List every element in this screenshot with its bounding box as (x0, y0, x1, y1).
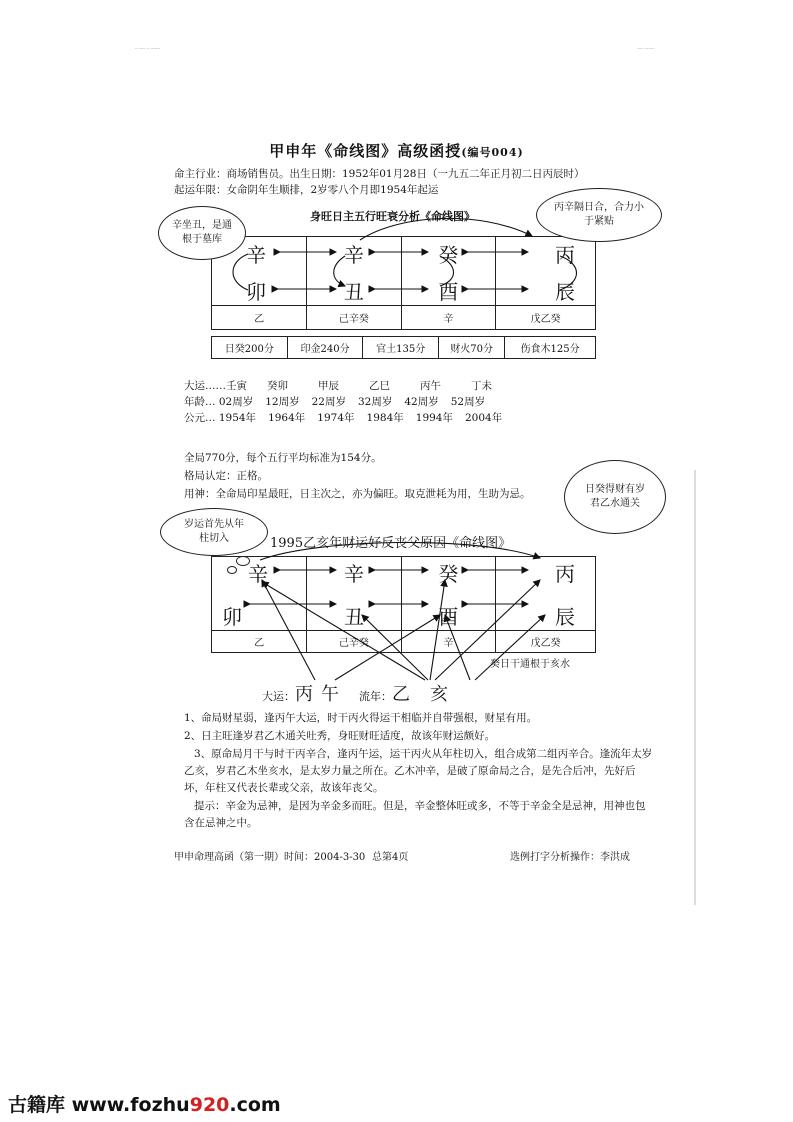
arrow-liunian-3 (430, 580, 445, 680)
explanation-1: 1、命局财星弱，逢丙午大运，时干丙火得运干相临并自带强根，财星有用。 (184, 712, 538, 724)
chart1-branch-3: 酉 (438, 280, 459, 304)
brand-watermark: 古籍库 www.fozhu920.com (8, 1094, 281, 1116)
chart1-stem-4: 丙 (555, 243, 575, 267)
cloud-right-2: 日癸得财有岁君乙水通关 (564, 460, 666, 534)
chart1-stem-2: 辛 (343, 243, 364, 267)
footer-right: 选例打字分析操作：李洪成 (510, 852, 630, 863)
arrow-hai-2 (475, 615, 545, 680)
arc-c2-top (260, 542, 540, 560)
chart2-stem-1: 辛 (248, 562, 268, 586)
chart1-hidden-1: 乙 (212, 306, 307, 330)
chart2-hidden-4: 戊乙癸 (496, 631, 596, 653)
chart2-branch-2: 丑 (343, 605, 364, 629)
dayun-row-3: 公元… 1954年 1964年 1974年 1984年 1994年 2004年 (184, 412, 503, 424)
arrow-hai-1 (445, 615, 470, 680)
chart2-caption: 1995乙亥年财运好反丧父原因《命线图》 (270, 536, 512, 551)
chart2-arrows (250, 542, 545, 680)
chart2-stem-4: 丙 (555, 562, 575, 586)
chart2-hidden-2: 己辛癸 (307, 631, 401, 653)
analysis-line-3: 用神：全命局印星最旺，日主次之，亦为偏旺。取克泄耗为用，生助为忌。 (184, 488, 531, 500)
chart1-stem-1: 辛 (246, 243, 266, 267)
footer-left: 甲申命理高函（第一期）时间：2004-3-30 (174, 852, 366, 863)
score-4: 财火70分 (439, 337, 505, 359)
title-main: 甲申年《命线图》高级函授 (269, 142, 462, 160)
chart2-stem-2: 辛 (343, 562, 364, 586)
score-5: 伤食木125分 (505, 337, 596, 359)
chart2-note: 癸日干通根于亥水 (490, 659, 570, 670)
cloud-right-1: 丙辛隔日合，合力小于紧贴 (536, 188, 662, 242)
dayun-row-1: 大运……壬寅 癸卯 甲辰 乙巳 丙午 丁未 (184, 380, 492, 392)
dayun-value: 丙午 (295, 684, 347, 705)
dayun-label: 大运： (262, 690, 295, 703)
arc-c1-right (440, 256, 454, 286)
chart1-hidden-4: 戊乙癸 (496, 306, 596, 330)
liunian-label: 流年： (359, 690, 392, 703)
chart1-caption: 身旺日主五行旺衰分析《命线图》 (310, 210, 475, 223)
explanation-2: 2、日主旺逢岁君乙木通关吐秀，身旺财旺适度，故该年财运颇好。 (184, 730, 496, 742)
liunian-value: 乙亥 (392, 684, 468, 705)
info-line-2: 起运年限：女命阴年生顺排，2岁零八个月即1954年起运 (174, 184, 439, 196)
footer-page: 总第4页 (372, 852, 409, 863)
cloud-left-2: 岁运首先从年柱切入 (160, 508, 268, 556)
score-2: 印金240分 (287, 337, 363, 359)
page-header-left: -- ---- -- ------- (135, 46, 161, 51)
arc-c1-top (360, 218, 532, 240)
title-code: (编号004) (461, 146, 524, 159)
dayun-row-2: 年龄… 02周岁 12周岁 22周岁 32周岁 42周岁 52周岁 (184, 396, 486, 408)
arrow-dayun-2 (335, 615, 440, 680)
arrow-dayun-1 (262, 580, 315, 680)
score-3: 官土135分 (363, 337, 439, 359)
chart1-branch-4: 辰 (555, 280, 575, 304)
page-header-right: ---- ------- (637, 46, 655, 51)
cloud-left-1: 辛坐丑，是通根于墓库 (158, 206, 246, 260)
chart2-branch-4: 辰 (555, 605, 575, 629)
arc-c1-mid (334, 256, 345, 286)
chart1-stem-3: 癸 (438, 243, 459, 267)
chart2-branch-1: 卯 (222, 605, 242, 629)
chart2-branch-3: 酉 (438, 605, 459, 629)
arrow-liunian-1 (262, 582, 425, 680)
chart2-hidden-1: 乙 (212, 631, 307, 653)
chart2-hidden-3: 辛 (401, 631, 495, 653)
chart2-stem-3: 癸 (438, 562, 459, 586)
explanation-3: 3、原命局月干与时干丙辛合，逢丙午运，运干丙火从年柱切入，组合成第二组丙辛合。逢流年太岁乙亥，岁君乙木坐亥水，是太岁力量之所在。乙木冲辛，是破了原命局之合，是先合后冲，先好后坏，年柱又代表长辈或父亲，故该年丧父。 (184, 748, 653, 794)
arc-c1-far (560, 256, 577, 290)
chart1-hidden-3: 辛 (401, 306, 496, 330)
explanation-tip: 提示：辛金为忌神，是因为辛金多而旺。但是，辛金整体旺或多，不等于辛金全是忌神，用神也包含在忌神之中。 (184, 800, 646, 829)
analysis-line-1: 全局770分，每个五行平均标准为154分。 (184, 452, 382, 464)
arc-c1-left (233, 254, 248, 290)
chart1-arrows (233, 218, 577, 290)
chart1-branch-2: 丑 (343, 280, 364, 304)
info-line-1: 命主行业：商场销售员。出生日期：1952年01月28日（一九五二年正月初二日丙辰时） (174, 168, 585, 180)
chart1-branch-1: 卯 (246, 280, 266, 304)
analysis-line-2: 格局认定：正格。 (184, 470, 268, 482)
score-1: 日癸200分 (212, 337, 288, 359)
chart1-hidden-2: 己辛癸 (307, 306, 402, 330)
